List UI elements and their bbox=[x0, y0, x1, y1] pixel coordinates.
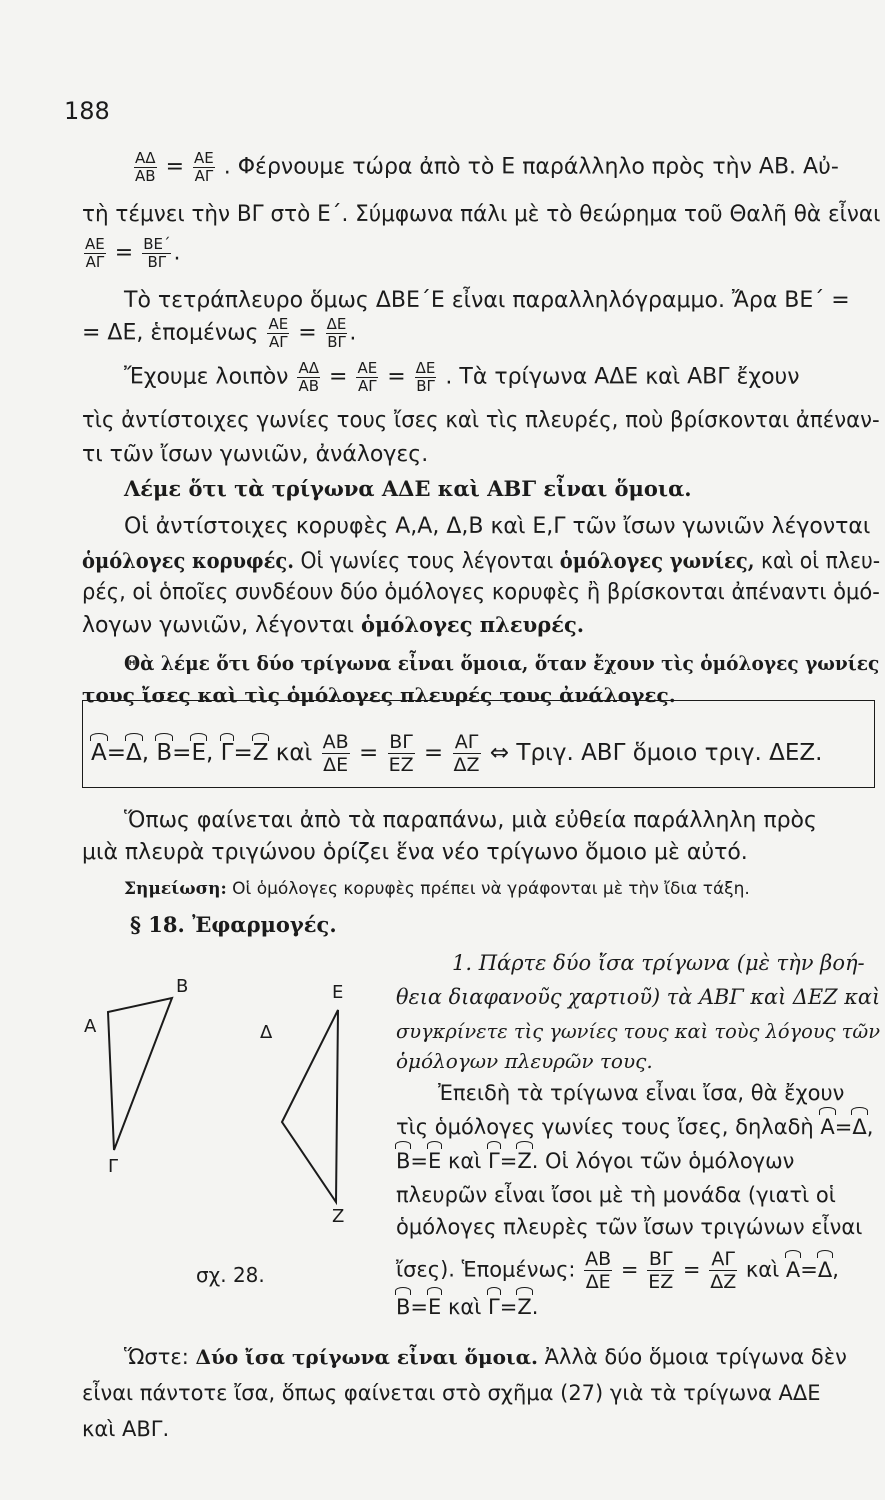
fraction bbox=[453, 731, 481, 776]
formula-box bbox=[82, 700, 875, 788]
angle-d: Δ bbox=[818, 1255, 832, 1285]
text: = ΔΕ, ἑπομένως bbox=[82, 320, 259, 346]
angle-e: Ε bbox=[191, 740, 206, 766]
text: . Τὰ τρίγωνα ΑΔΕ καὶ ΑΒΓ ἔχουν bbox=[445, 364, 800, 390]
numerator: ΒΓ bbox=[648, 1248, 673, 1270]
text-line-17: μιὰ πλευρὰ τριγώνου ὁρίζει ἕνα νέο τρίγωνο ὅμοιο μὲ αὐτό. bbox=[82, 840, 748, 865]
text: Ὥστε: bbox=[124, 1345, 196, 1369]
denominator: ΕΖ bbox=[388, 754, 414, 776]
angle-d: Δ bbox=[852, 1112, 866, 1142]
denominator: ΔΖ bbox=[710, 1271, 737, 1293]
numerator: ΔΕ bbox=[415, 359, 436, 377]
angle-e: Ε bbox=[428, 1292, 441, 1322]
equals: = bbox=[165, 154, 184, 180]
text-line-5: = ΔΕ, ἑπομένως $\frac{AE}{A\Gamma}$ = $\frac{\Delta E}{B\Gamma}$ . bbox=[82, 315, 357, 351]
app-line-8: πλευρῶν εἶναι ἴσοι μὲ τὴ μονάδα (γιατὶ οἱ bbox=[396, 1183, 836, 1207]
angle-a: Α bbox=[91, 740, 107, 766]
denominator: ΑΓ bbox=[269, 333, 288, 351]
numerator: ΑΕ bbox=[85, 235, 105, 253]
angle-b: Β bbox=[156, 740, 173, 766]
angle-g: Γ bbox=[488, 1292, 500, 1322]
vertex-label-a: Α bbox=[84, 1016, 97, 1037]
equals: = bbox=[233, 740, 253, 766]
fraction bbox=[415, 360, 437, 395]
figure-caption: σχ. 28. bbox=[196, 1263, 265, 1287]
text: . Φέρνουμε τώρα ἀπὸ τὸ Ε παράλληλο πρὸς τὴν ΑΒ. Αὐ- bbox=[223, 154, 839, 180]
angle-d: Δ bbox=[126, 740, 142, 766]
app-line-1: 1. Πάρτε δύο ἴσα τρίγωνα (μὲ τὴν βοή- bbox=[452, 951, 865, 975]
app-line-7 bbox=[396, 1146, 794, 1176]
app-line-6: τὶς ὁμόλογες γωνίες τους ἴσες, δηλαδὴ Α=Δ, bbox=[396, 1112, 873, 1142]
bold-term: Δύο ἴσα τρίγωνα εἶναι ὅμοια. bbox=[195, 1345, 538, 1369]
fraction bbox=[267, 316, 289, 351]
denominator: ΕΖ bbox=[648, 1271, 674, 1293]
angle-z: Ζ bbox=[252, 740, 269, 766]
note-line bbox=[124, 874, 750, 904]
angle-e: Ε bbox=[428, 1146, 441, 1176]
fraction bbox=[388, 731, 415, 776]
text-line-10: Οἱ ἀντίστοιχες κορυφὲς Α,Α, Δ,Β καὶ Ε,Γ τῶν ἴσων γωνιῶν λέγονται bbox=[124, 514, 871, 539]
equals: = bbox=[410, 1149, 429, 1173]
app-line-4: ὁμόλογων πλευρῶν τους. bbox=[396, 1049, 653, 1073]
angle-g: Γ bbox=[488, 1146, 500, 1176]
app-line-10: ἴσες). Ἑπομένως: $\frac{AB}{\Delta E}$ = $\frac{B\Gamma}{EZ}$ = $\frac{A\Gamma}{\Delta Z}$ καὶ Α=Δ, bbox=[396, 1248, 839, 1293]
fraction bbox=[84, 236, 106, 271]
fraction bbox=[709, 1248, 737, 1293]
equals: = bbox=[499, 1149, 518, 1173]
fraction bbox=[647, 1248, 674, 1293]
denominator: ΔΕ bbox=[323, 754, 349, 776]
vertex-label-e: Ε bbox=[332, 982, 344, 1003]
denominator: ΒΓ bbox=[416, 377, 435, 395]
app-line-3: συγκρίνετε τὶς γωνίες τους καὶ τοὺς λόγους τῶν bbox=[396, 1019, 880, 1043]
numerator: ΒΕ΄ bbox=[143, 235, 171, 253]
numerator: ΑΕ bbox=[357, 359, 378, 377]
page-number: 188 bbox=[64, 97, 110, 125]
triangle-abg bbox=[108, 998, 172, 1150]
equals: = bbox=[329, 364, 348, 390]
text-line-1 bbox=[132, 150, 839, 185]
angle-a: Α bbox=[820, 1112, 834, 1142]
fraction bbox=[193, 150, 215, 185]
denominator: ΑΓ bbox=[85, 253, 105, 271]
equals: = bbox=[387, 364, 406, 390]
numerator: ΑΕ bbox=[194, 149, 214, 167]
vertex-label-z: Ζ bbox=[332, 1206, 345, 1227]
figure-28 bbox=[70, 972, 370, 1227]
app-line-5: Ἐπειδὴ τὰ τρίγωνα εἶναι ἴσα, θὰ ἔχουν bbox=[438, 1081, 845, 1105]
final-line-2: εἶναι πάντοτε ἴσα, ὅπως φαίνεται στὸ σχῆμα (27) γιὰ τὰ τρίγωνα ΑΔΕ bbox=[82, 1381, 821, 1405]
angle-z: Ζ bbox=[517, 1146, 531, 1176]
angle-g: Γ bbox=[220, 740, 234, 766]
equals: = bbox=[499, 1295, 518, 1319]
numerator: ΑΒ bbox=[585, 1248, 612, 1270]
text-line-7: τὶς ἀντίστοιχες γωνίες τους ἴσες καὶ τὶς πλευρές, ποὺ βρίσκονται ἀπέναν- bbox=[82, 408, 880, 433]
app-line-9: ὁμόλογες πλευρὲς τῶν ἴσων τριγώνων εἶναι bbox=[396, 1215, 863, 1239]
denominator: ΑΓ bbox=[358, 377, 377, 395]
text: ⇔ Τριγ. ΑΒΓ ὅμοιο τριγ. ΔΕΖ. bbox=[489, 740, 823, 766]
denominator: ΒΓ bbox=[147, 253, 167, 271]
text: καὶ οἱ πλευ- bbox=[754, 549, 881, 574]
angle-a: Α bbox=[786, 1255, 800, 1285]
final-line-1 bbox=[124, 1342, 847, 1372]
text: καὶ bbox=[441, 1149, 488, 1173]
equals: = bbox=[410, 1295, 429, 1319]
definition-line: Λέμε ὅτι τὰ τρίγωνα ΑΔΕ καὶ ΑΒΓ εἶναι ὅμοια. bbox=[124, 476, 692, 501]
equals: = bbox=[114, 240, 134, 266]
text: Ἀλλὰ δύο ὅμοια τρίγωνα δὲν bbox=[537, 1345, 847, 1369]
equals: = bbox=[834, 1115, 853, 1139]
triangle-dez bbox=[282, 1010, 338, 1202]
comma: , bbox=[205, 740, 214, 766]
numerator: ΑΔ bbox=[135, 149, 156, 167]
equals: = bbox=[800, 1257, 818, 1282]
text-line-13 bbox=[82, 610, 584, 641]
equals: = bbox=[423, 740, 444, 766]
text-line-12: ρές, οἱ ὁποῖες συνδέουν δύο ὁμόλογες κορυφὲς ἢ βρίσκονται ἀπέναντι ὁμό- bbox=[82, 580, 880, 605]
vertex-label-d: Δ bbox=[260, 1022, 273, 1043]
fraction bbox=[584, 1248, 612, 1293]
text-line-4: Τὸ τετράπλευρο ὅμως ΔΒΕ΄Ε εἶναι παραλληλόγραμμο. Ἄρα ΒΕ΄ = bbox=[124, 288, 850, 313]
denominator: ΑΓ bbox=[194, 167, 214, 185]
app-line-2: θεια διαφανοῦς χαρτιοῦ) τὰ ΑΒΓ καὶ ΔΕΖ καὶ bbox=[396, 985, 881, 1009]
bold-term: ὁμόλογες κορυφές. bbox=[82, 548, 295, 573]
definition-line: τους ἴσες καὶ τὶς ὁμόλογες πλευρές τους ἀνάλογες. bbox=[82, 683, 676, 707]
section-title: § 18. Ἐφαρμογές. bbox=[130, 912, 337, 937]
angle-z: Ζ bbox=[517, 1292, 531, 1322]
equals: = bbox=[172, 740, 192, 766]
text-line-11 bbox=[82, 546, 880, 577]
fraction bbox=[356, 360, 378, 395]
fraction bbox=[326, 316, 348, 351]
denominator: ΑΒ bbox=[135, 167, 156, 185]
numerator: ΑΔ bbox=[298, 359, 320, 377]
fraction bbox=[322, 731, 350, 776]
vertex-label-b: Β bbox=[176, 976, 189, 997]
text: ἴσες). Ἑπομένως: bbox=[396, 1257, 576, 1282]
equals: = bbox=[106, 740, 127, 766]
fraction bbox=[297, 360, 320, 395]
equals: = bbox=[298, 320, 317, 346]
text: Οἱ ὁμόλογες κορυφὲς πρέπει νὰ γράφονται μὲ τὴν ἴδια τάξη. bbox=[226, 879, 750, 899]
text-line-2: τὴ τέμνει τὴν ΒΓ στὸ Ε΄. Σύμφωνα πάλι μὲ τὸ θεώρημα τοῦ Θαλῆ θὰ εἶναι bbox=[82, 202, 881, 227]
app-line-11: Β=Ε καὶ Γ=Ζ. bbox=[396, 1292, 538, 1322]
angle-b: Β bbox=[396, 1146, 410, 1176]
denominator: ΑΒ bbox=[298, 377, 320, 395]
fraction bbox=[142, 236, 171, 271]
text-line-6 bbox=[124, 360, 800, 395]
definition-line: Θὰ λέμε ὅτι δύο τρίγωνα εἶναι ὅμοια, ὅταν ἔχουν τὶς ὁμόλογες γωνίες bbox=[124, 651, 880, 675]
denominator: ΔΖ bbox=[453, 754, 480, 776]
text: λογων γωνιῶν, λέγονται bbox=[82, 613, 361, 638]
final-line-3: καὶ ΑΒΓ. bbox=[82, 1417, 170, 1441]
bold-term: ὁμόλογες γωνίες, bbox=[559, 548, 755, 573]
formula-line bbox=[91, 731, 822, 776]
denominator: ΒΓ bbox=[327, 333, 346, 351]
bold-term: ὁμόλογες πλευρές. bbox=[360, 612, 585, 637]
comma: , bbox=[141, 740, 150, 766]
text: . Οἱ λόγοι τῶν ὁμόλογων bbox=[531, 1149, 795, 1173]
text-line-3: $\frac{AE}{A\Gamma}$ = $\frac{BE΄}{B\Gamma}$ . bbox=[85, 235, 181, 271]
text: τὶς ὁμόλογες γωνίες τους ἴσες, δηλαδὴ bbox=[396, 1115, 821, 1139]
angle-b: Β bbox=[396, 1292, 410, 1322]
fraction bbox=[134, 150, 157, 185]
note-label: Σημείωση: bbox=[124, 879, 227, 899]
numerator: ΒΓ bbox=[389, 731, 413, 753]
text-line-16: Ὅπως φαίνεται ἀπὸ τὰ παραπάνω, μιὰ εὐθεία παράλληλη πρὸς bbox=[124, 808, 817, 833]
numerator: ΑΕ bbox=[268, 315, 289, 333]
vertex-label-g: Γ bbox=[108, 1156, 119, 1177]
text-line-8: τι τῶν ἴσων γωνιῶν, ἀνάλογες. bbox=[82, 442, 429, 467]
denominator: ΔΕ bbox=[585, 1271, 611, 1293]
text: Οἱ γωνίες τους λέγονται bbox=[294, 549, 560, 574]
numerator: ΑΒ bbox=[322, 731, 349, 753]
text: καὶ bbox=[739, 1257, 786, 1282]
text: καὶ bbox=[441, 1295, 488, 1319]
numerator: ΑΓ bbox=[453, 731, 481, 754]
equals: = bbox=[358, 740, 379, 766]
text: καὶ bbox=[275, 740, 313, 766]
numerator: ΑΓ bbox=[709, 1248, 737, 1271]
numerator: ΔΕ bbox=[326, 315, 347, 333]
text: Ἔχουμε λοιπὸν bbox=[124, 364, 289, 390]
